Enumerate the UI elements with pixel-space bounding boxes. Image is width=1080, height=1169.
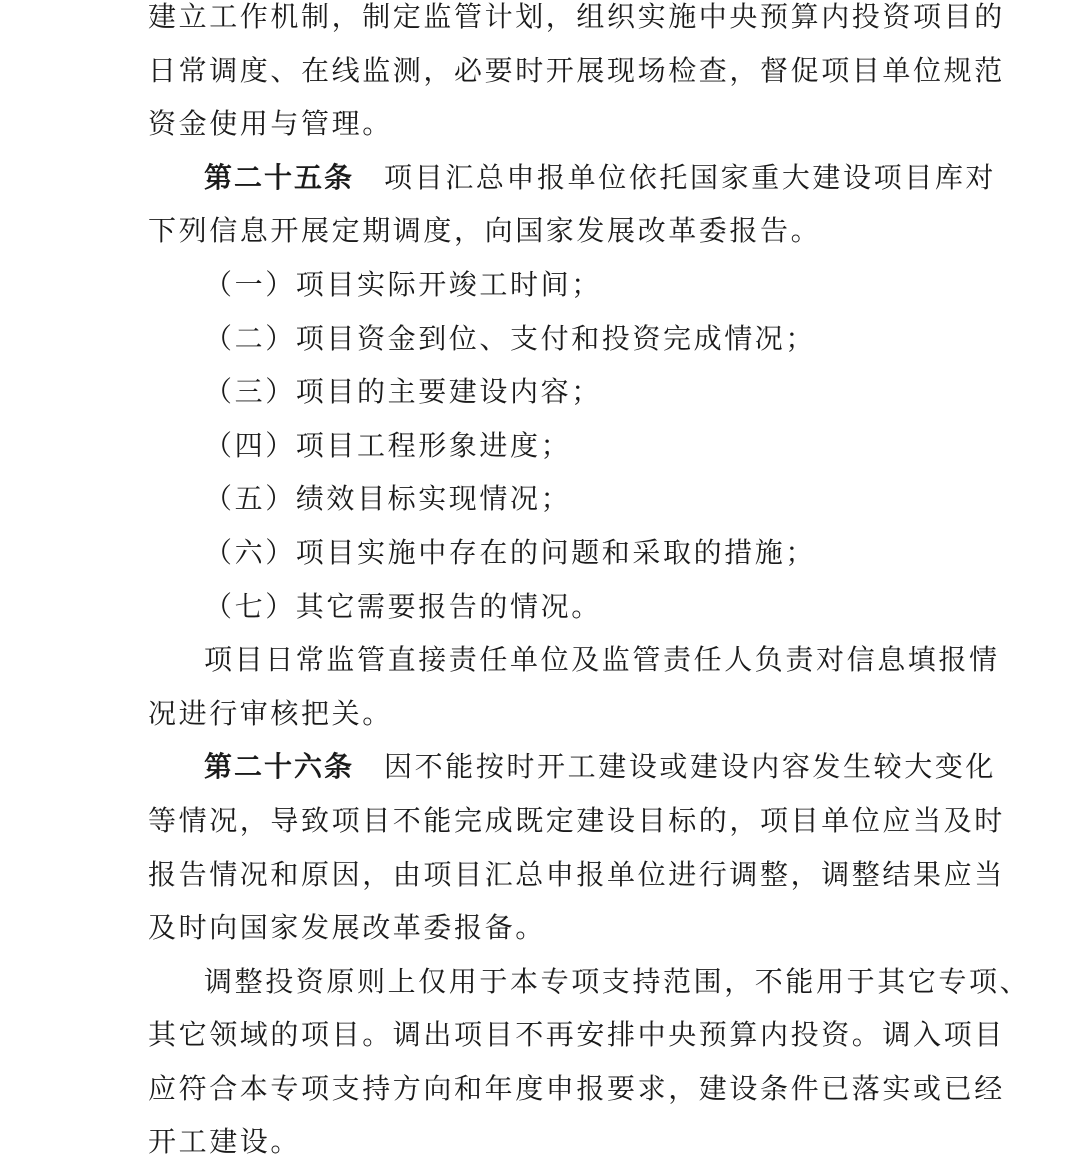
text-line: 建立工作机制，制定监管计划，组织实施中央预算内投资项目的 [148,0,1005,33]
text-line: 应符合本专项支持方向和年度申报要求，建设条件已落实或已经 [148,1071,1005,1105]
article-26-first-line [148,740,997,794]
list-item: （二）项目资金到位、支付和投资完成情况； [204,321,817,355]
article-25-text: 项目汇总申报单位依托国家重大建设项目库对 [384,160,997,194]
list-item: （三）项目的主要建设内容； [204,375,602,409]
article-26-heading: 第二十六条 [204,750,355,784]
article-26-text: 因不能按时开工建设或建设内容发生较大变化 [384,750,997,784]
document-page [148,0,1031,1169]
text-line: 等情况，导致项目不能完成既定建设目标的，项目单位应当及时 [148,803,1005,837]
list-item: （一）项目实际开竣工时间； [204,267,602,301]
text-line: 开工建设。 [148,1125,302,1159]
text-line: 项目日常监管直接责任单位及监管责任人负责对信息填报情 [204,643,1000,677]
text-line: 况进行审核把关。 [148,696,393,730]
text-line: 日常调度、在线监测，必要时开展现场检查，督促项目单位规范 [148,53,1005,87]
article-25-first-line [148,151,997,205]
text-line: 调整投资原则上仅用于本专项支持范围，不能用于其它专项、 [204,964,1031,998]
list-item: （五）绩效目标实现情况； [204,482,572,516]
list-item: （六）项目实施中存在的问题和采取的措施； [204,535,817,569]
text-line: 报告情况和原因，由项目汇总申报单位进行调整，调整结果应当 [148,857,1005,891]
article-25-heading: 第二十五条 [204,160,355,194]
list-item: （七）其它需要报告的情况。 [204,589,602,623]
text-line: 其它领域的项目。调出项目不再安排中央预算内投资。调入项目 [148,1018,1005,1052]
list-item: （四）项目工程形象进度； [204,428,572,462]
text-line: 及时向国家发展改革委报备。 [148,911,546,945]
text-line: 资金使用与管理。 [148,107,393,141]
text-line: 下列信息开展定期调度，向国家发展改革委报告。 [148,214,822,248]
